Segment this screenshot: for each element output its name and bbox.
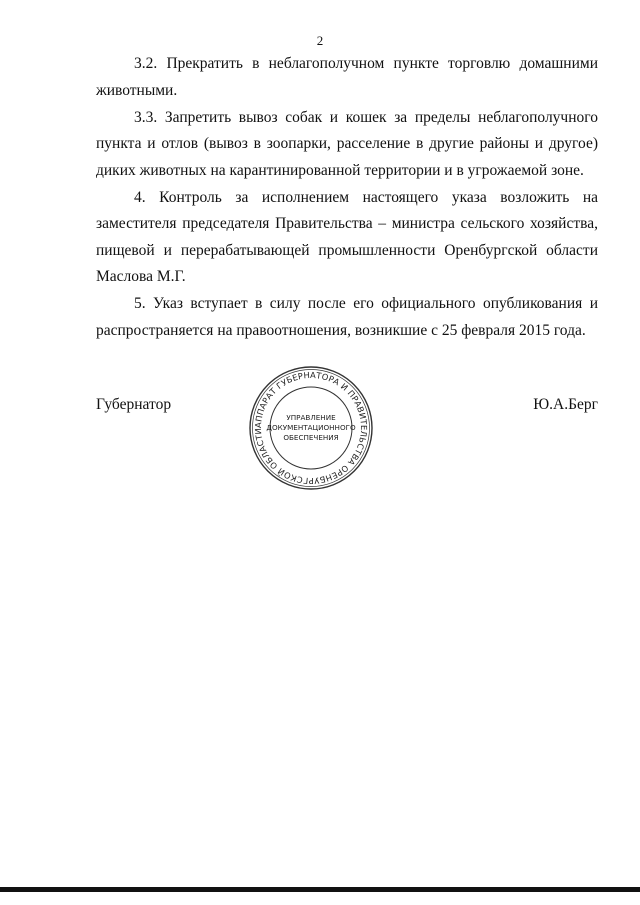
paragraph-3-2: 3.2. Прекратить в неблагополучном пункте торговлю домашними животными. xyxy=(96,55,598,99)
paragraph-3-3: 3.3. Запретить вывоз собак и кошек за пределы неблагополучного пункта и отлов (вывоз в зоопарки, расселение в другие районы и другое) диких животных на карантинированной территории и в угрожаемой зоне. xyxy=(96,108,598,179)
seal-center-line-3: ОБЕСПЕЧЕНИЯ xyxy=(283,433,339,442)
page-number: 2 xyxy=(316,33,324,48)
signatory-title: Губернатор xyxy=(96,396,172,413)
seal-ring-text: АППАРАТ ГУБЕРНАТОРА И ПРАВИТЕЛЬСТВА ОРЕНБУРГСКОЙ ОБЛАСТИ xyxy=(252,369,370,487)
document-body xyxy=(96,51,598,345)
bottom-scan-border xyxy=(0,887,640,892)
seal-center-line-1: УПРАВЛЕНИЕ xyxy=(286,413,336,422)
paragraph-4: 4. Контроль за исполнением настоящего указа возложить на заместителя председателя Правительства – министра сельского хозяйства, пищевой и перерабатывающей промышленности Оренбургской области Маслова М.Г. xyxy=(96,188,598,286)
seal-center-line-2: ДОКУМЕНТАЦИОННОГО xyxy=(266,423,356,432)
signatory-name: Ю.А.Берг xyxy=(533,396,598,413)
paragraph-5: 5. Указ вступает в силу после его официального опубликования и распространяется на правоотношения, возникшие с 25 февраля 2015 года. xyxy=(96,295,598,339)
official-seal xyxy=(248,365,374,491)
